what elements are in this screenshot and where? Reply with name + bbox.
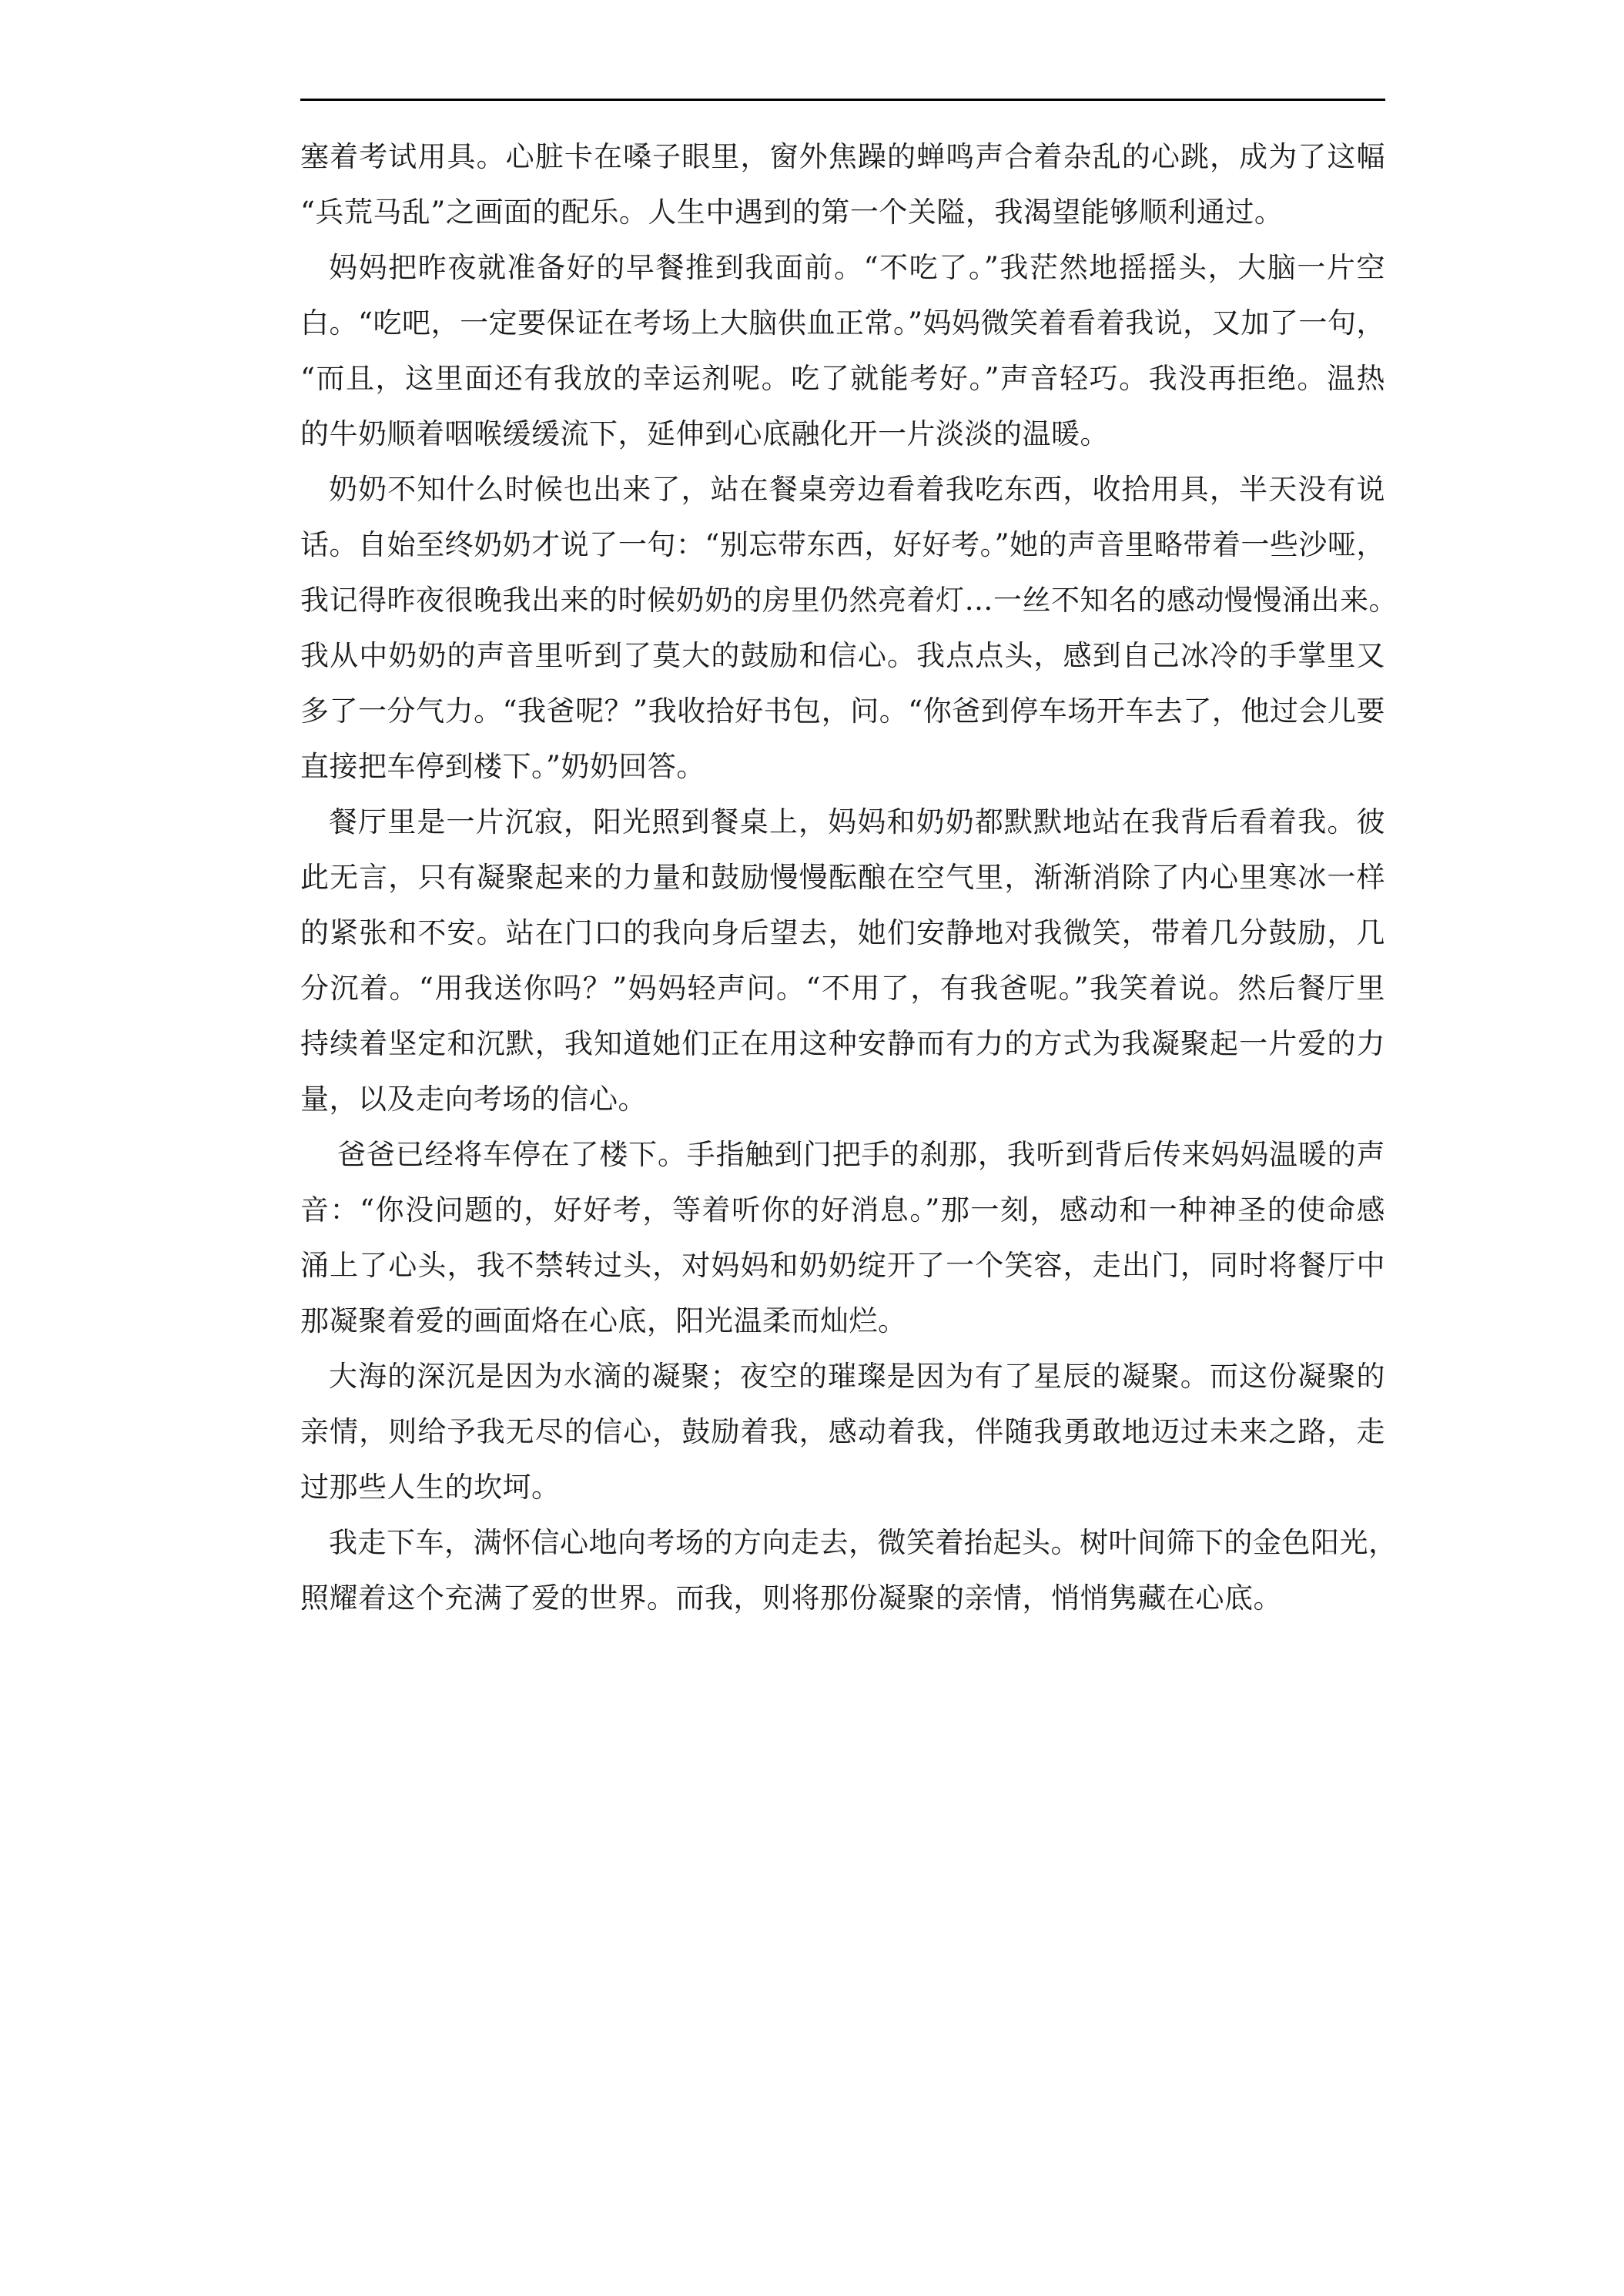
text-line: 多了一分气力。“我爸呢？”我收拾好书包，问。“你爸到停车场开车去了，他过会儿要: [300, 694, 1385, 728]
text-line: “而且，这里面还有我放的幸运剂呢。吃了就能考好。”声音轻巧。我没再拒绝。温热: [300, 362, 1385, 395]
text-line: 塞着考试用具。心脏卡在嗓子眼里，窗外焦躁的蝉鸣声合着杂乱的心跳，成为了这幅: [300, 140, 1385, 173]
text-line: 过那些人生的坎坷。: [300, 1471, 561, 1504]
text-line: “兵荒马乱”之画面的配乐。人生中遇到的第一个关隘，我渴望能够顺利通过。: [300, 196, 1284, 229]
paragraph-first-line: 餐厅里是一片沉寂，阳光照到餐桌上，妈妈和奶奶都默默地站在我背后看着我。彼: [329, 805, 1385, 838]
text-line: 涌上了心头，我不禁转过头，对妈妈和奶奶绽开了一个笑容，走出门，同时将餐厅中: [300, 1249, 1385, 1282]
text-line: 话。自始至终奶奶才说了一句：“别忘带东西，好好考。”她的声音里略带着一些沙哑，: [300, 528, 1385, 561]
text-line: 亲情，则给予我无尽的信心，鼓励着我，感动着我，伴随我勇敢地迈过未来之路，走: [300, 1415, 1385, 1448]
text-line: 我记得昨夜很晚我出来的时候奶奶的房里仍然亮着灯…一丝不知名的感动慢慢涌出来。: [300, 584, 1398, 617]
text-line: 的牛奶顺着咽喉缓缓流下，延伸到心底融化开一片淡淡的温暖。: [300, 417, 1109, 450]
document-body: [300, 129, 1398, 1626]
text-line: 此无言，只有凝聚起来的力量和鼓励慢慢酝酿在空气里，渐渐消除了内心里寒冰一样: [300, 861, 1385, 894]
text-line: 音：“你没问题的，好好考，等着听你的好消息。”那一刻，感动和一种神圣的使命感: [300, 1193, 1385, 1227]
paragraph-first-line: 爸爸已经将车停在了楼下。手指触到门把手的刹那，我听到背后传来妈妈温暖的声: [337, 1138, 1385, 1171]
header-rule: [300, 99, 1385, 101]
text-line: 的紧张和不安。站在门口的我向身后望去，她们安静地对我微笑，带着几分鼓励，几: [300, 916, 1385, 949]
text-line: 我从中奶奶的声音里听到了莫大的鼓励和信心。我点点头，感到自己冰冷的手掌里又: [300, 639, 1385, 672]
text-line: 量，以及走向考场的信心。: [300, 1083, 647, 1116]
paragraph-first-line: 奶奶不知什么时候也出来了，站在餐桌旁边看着我吃东西，收拾用具，半天没有说: [329, 473, 1385, 506]
text-line: 那凝聚着爱的画面烙在心底，阳光温柔而灿烂。: [300, 1304, 907, 1337]
paragraph-first-line: 我走下车，满怀信心地向考场的方向走去，微笑着抬起头。树叶间筛下的金色阳光，: [329, 1526, 1398, 1559]
paragraph-first-line: 大海的深沉是因为水滴的凝聚；夜空的璀璨是因为有了星辰的凝聚。而这份凝聚的: [329, 1360, 1385, 1393]
text-line: 照耀着这个充满了爱的世界。而我，则将那份凝聚的亲情，悄悄隽藏在心底。: [300, 1581, 1282, 1615]
text-line: 持续着坚定和沉默，我知道她们正在用这种安静而有力的方式为我凝聚起一片爱的力: [300, 1027, 1385, 1060]
text-line: 白。“吃吧，一定要保证在考场上大脑供血正常。”妈妈微笑着看着我说，又加了一句，: [300, 306, 1385, 340]
paragraph-first-line: 妈妈把昨夜就准备好的早餐推到我面前。“不吃了。”我茫然地摇摇头，大脑一片空: [329, 251, 1385, 284]
text-line: 直接把车停到楼下。”奶奶回答。: [300, 750, 705, 783]
text-line: 分沉着。“用我送你吗？”妈妈轻声问。“不用了，有我爸呢。”我笑着说。然后餐厅里: [300, 972, 1385, 1005]
